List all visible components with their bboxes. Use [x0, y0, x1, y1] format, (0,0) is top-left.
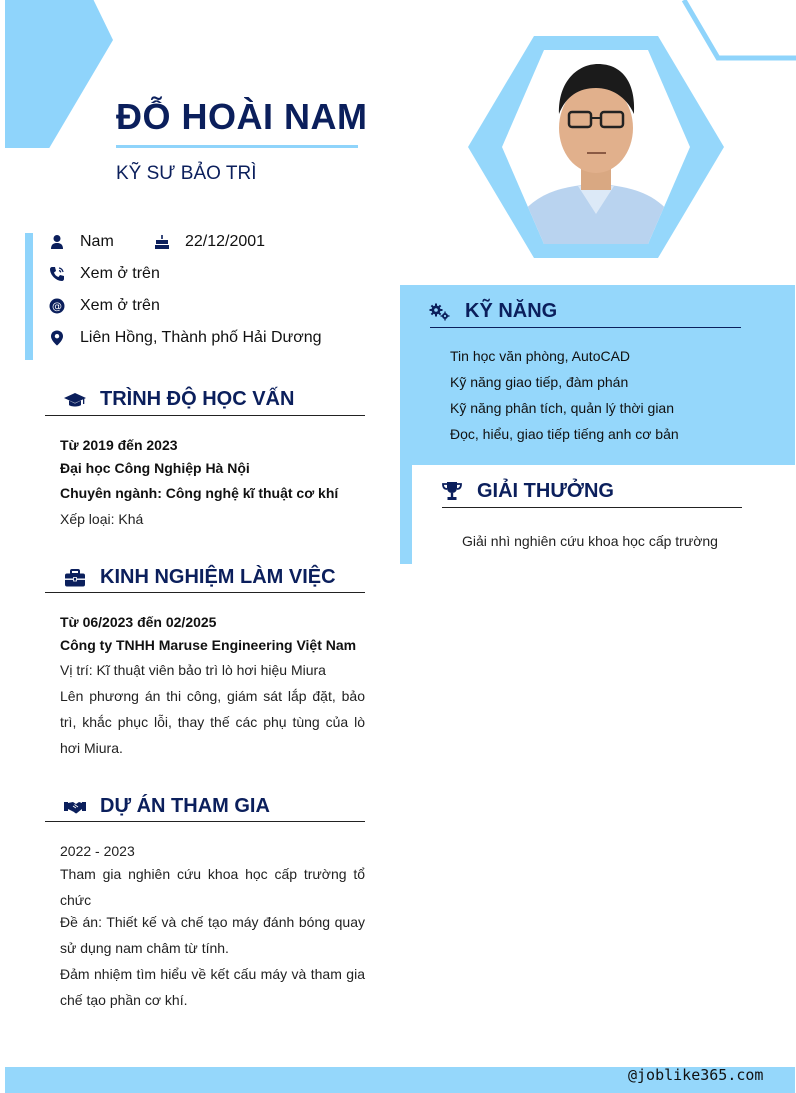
job-title: KỸ SƯ BẢO TRÌ	[116, 163, 257, 184]
handshake-icon	[64, 797, 86, 817]
education-grade: Xếp loại: Khá	[60, 511, 144, 527]
experience-period: Từ 06/2023 đến 02/2025	[60, 614, 217, 630]
awards-title: GIẢI THƯỞNG	[477, 480, 614, 502]
gender-row	[49, 233, 114, 251]
graduation-cap-icon	[64, 390, 86, 410]
contact-accent-bar	[25, 233, 33, 360]
experience-title: KINH NGHIỆM LÀM VIỆC	[100, 566, 336, 588]
experience-description: Lên phương án thi công, giám sát lắp đặt, bảo trì, khắc phục lỗi, thay thế các phụ tùng của lò hơi Miura.	[60, 688, 365, 756]
projects-divider	[45, 821, 365, 822]
person-icon	[49, 234, 65, 250]
education-school: Đại học Công Nghiệp Hà Nội	[60, 460, 250, 476]
phone-icon	[49, 266, 65, 282]
gears-icon	[429, 302, 451, 322]
experience-company: Công ty TNHH Maruse Engineering Việt Nam	[60, 637, 357, 653]
education-title: TRÌNH ĐỘ HỌC VẤN	[100, 388, 295, 410]
phone-row	[49, 265, 160, 283]
footer-brand: @joblike365.com	[628, 1066, 764, 1084]
awards-accent-bar	[400, 465, 412, 564]
experience-position: Vị trí: Kĩ thuật viên bảo trì lò hơi hiệu Miura	[60, 662, 326, 678]
skill-item: Kỹ năng giao tiếp, đàm phán	[450, 374, 629, 390]
address-text: Liên Hồng, Thành phố Hải Dương	[80, 329, 322, 346]
awards-divider	[442, 507, 742, 508]
email-row	[49, 297, 160, 315]
briefcase-icon	[64, 568, 86, 588]
education-divider	[45, 415, 365, 416]
education-period: Từ 2019 đến 2023	[60, 437, 178, 453]
projects-period: 2022 - 2023	[60, 843, 135, 859]
name-underline	[116, 145, 358, 148]
birthday-cake-icon	[154, 234, 170, 250]
trophy-icon	[441, 481, 463, 501]
experience-divider	[45, 592, 365, 593]
avatar	[466, 36, 726, 258]
birthday-row	[154, 233, 265, 251]
email-text: Xem ở trên	[80, 297, 160, 314]
gender-text: Nam	[80, 233, 114, 250]
email-at-icon	[49, 298, 65, 314]
decor-shape-top-left	[5, 0, 113, 148]
skills-title: KỸ NĂNG	[465, 300, 558, 322]
skill-item: Kỹ năng phân tích, quản lý thời gian	[450, 400, 674, 416]
education-major: Chuyên ngành: Công nghệ kĩ thuật cơ khí	[60, 485, 339, 501]
skills-divider	[430, 327, 741, 328]
projects-line-3: Đảm nhiệm tìm hiểu về kết cấu máy và tham gia chế tạo phần cơ khí.	[60, 966, 365, 1008]
address-row	[49, 329, 322, 347]
projects-line-1: Tham gia nghiên cứu khoa học cấp trường tổ chức	[60, 866, 365, 908]
birthday-text: 22/12/2001	[185, 233, 266, 250]
phone-text: Xem ở trên	[80, 265, 160, 282]
award-item: Giải nhì nghiên cứu khoa học cấp trường	[462, 533, 718, 549]
projects-title: DỰ ÁN THAM GIA	[100, 795, 270, 817]
location-pin-icon	[49, 330, 65, 346]
skill-item: Đọc, hiểu, giao tiếp tiếng anh cơ bản	[450, 426, 679, 442]
skill-item: Tin học văn phòng, AutoCAD	[450, 348, 631, 364]
projects-line-2: Đề án: Thiết kế và chế tạo máy đánh bóng quay sử dụng nam châm từ tính.	[60, 914, 365, 956]
svg-text:@: @	[52, 301, 62, 313]
candidate-name: ĐỖ HOÀI NAM	[116, 96, 368, 137]
